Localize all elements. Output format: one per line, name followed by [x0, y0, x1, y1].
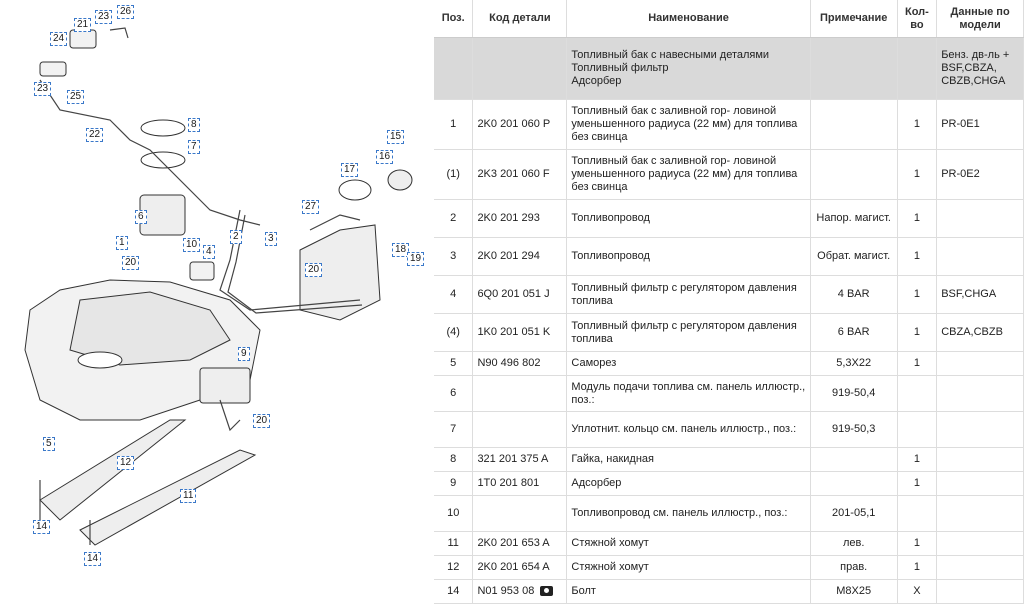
callout-4[interactable]: 4: [203, 245, 215, 259]
cell-qty: [897, 496, 937, 532]
callout-10[interactable]: 10: [183, 238, 200, 252]
header-model: Данные по модели: [937, 0, 1024, 38]
cell-note: [810, 100, 897, 150]
table-row[interactable]: [434, 532, 1024, 556]
cell-qty: 1: [897, 276, 937, 314]
cell-pos: 12: [434, 556, 473, 580]
cell-model: [937, 532, 1024, 556]
table-row[interactable]: [434, 556, 1024, 580]
cell-code[interactable]: 2K0 201 653 A: [473, 532, 567, 556]
camera-icon[interactable]: [540, 586, 553, 596]
cell-code[interactable]: 321 201 375 A: [473, 448, 567, 472]
cell-pos: 2: [434, 200, 473, 238]
cell-model: [937, 580, 1024, 604]
cell-qty: 1: [897, 448, 937, 472]
callout-3[interactable]: 3: [265, 232, 277, 246]
cell-qty: 1: [897, 352, 937, 376]
table-row[interactable]: [434, 238, 1024, 276]
cell-note: лев.: [810, 532, 897, 556]
table-row[interactable]: [434, 580, 1024, 604]
cell-name: Стяжной хомут: [567, 532, 810, 556]
cell-name: Топливный фильтр с регулятором давления топлива: [567, 314, 810, 352]
cell-pos: 14: [434, 580, 473, 604]
header-pos: Поз.: [434, 0, 473, 38]
cell-note: 4 BAR: [810, 276, 897, 314]
callout-5[interactable]: 5: [43, 437, 55, 451]
callout-27[interactable]: 27: [302, 200, 319, 214]
cell-note: Обрат. магист.: [810, 238, 897, 276]
callout-20c[interactable]: 20: [253, 414, 270, 428]
cell-model: [937, 238, 1024, 276]
cell-model: [937, 200, 1024, 238]
cell-qty: 1: [897, 100, 937, 150]
cell-code[interactable]: 2K0 201 294: [473, 238, 567, 276]
callout-12[interactable]: 12: [117, 456, 134, 470]
cell-model: [937, 448, 1024, 472]
group-name: [567, 38, 810, 100]
cell-code[interactable]: [473, 376, 567, 412]
cell-name: Стяжной хомут: [567, 556, 810, 580]
cell-model: [937, 376, 1024, 412]
cell-pos: 5: [434, 352, 473, 376]
cell-code[interactable]: 1T0 201 801: [473, 472, 567, 496]
cell-pos: 6: [434, 376, 473, 412]
cell-name: Топливопровод: [567, 200, 810, 238]
cell-pos: (4): [434, 314, 473, 352]
cell-pos: 7: [434, 412, 473, 448]
parts-table-container: [434, 0, 1024, 611]
table-row[interactable]: [434, 496, 1024, 532]
parts-table: [434, 0, 1024, 604]
group-row: [434, 38, 1024, 100]
cell-pos: 1: [434, 100, 473, 150]
cell-name: Топливный фильтр с регулятором давления топлива: [567, 276, 810, 314]
cell-code[interactable]: 2K0 201 293: [473, 200, 567, 238]
callout-19[interactable]: 19: [407, 252, 424, 266]
callout-20[interactable]: 20: [122, 256, 139, 270]
parts-diagram: [0, 0, 432, 611]
cell-qty: 1: [897, 472, 937, 496]
cell-name: Адсорбер: [567, 472, 810, 496]
cell-pos: 3: [434, 238, 473, 276]
callout-16[interactable]: 16: [376, 150, 393, 164]
cell-name: Гайка, накидная: [567, 448, 810, 472]
group-name-line: Топливный фильтр: [571, 62, 669, 74]
cell-code[interactable]: N90 496 802: [473, 352, 567, 376]
cell-pos: 8: [434, 448, 473, 472]
cell-code[interactable]: 2K3 201 060 F: [473, 150, 567, 200]
group-model: Бенз. дв-ль + BSF,CBZA, CBZB,CHGA: [937, 38, 1024, 100]
cell-pos: (1): [434, 150, 473, 200]
cell-note: M8X25: [810, 580, 897, 604]
cell-model: PR-0E1: [937, 100, 1024, 150]
cell-qty: 1: [897, 532, 937, 556]
group-note: [810, 38, 897, 100]
callout-9[interactable]: 9: [238, 347, 250, 361]
callout-24[interactable]: 24: [50, 32, 67, 46]
header-qty: Кол-во: [897, 0, 937, 38]
cell-qty: [897, 376, 937, 412]
callout-14b[interactable]: 14: [84, 552, 101, 566]
cell-model: PR-0E2: [937, 150, 1024, 200]
cell-qty: 1: [897, 238, 937, 276]
cell-pos: 10: [434, 496, 473, 532]
group-code: [473, 38, 567, 100]
cell-pos: 4: [434, 276, 473, 314]
group-pos: [434, 38, 473, 100]
callout-17[interactable]: 17: [341, 163, 358, 177]
cell-code[interactable]: 2K0 201 654 A: [473, 556, 567, 580]
fuel-tank-illustration: [0, 0, 432, 611]
cell-model: [937, 352, 1024, 376]
cell-note: Напор. магист.: [810, 200, 897, 238]
cell-model: [937, 556, 1024, 580]
cell-name: Топливопровод см. панель иллюстр., поз.:: [567, 496, 810, 532]
callout-18[interactable]: 18: [392, 243, 409, 257]
cell-qty: 1: [897, 314, 937, 352]
cell-code[interactable]: [473, 496, 567, 532]
table-row[interactable]: [434, 276, 1024, 314]
header-note: Примечание: [810, 0, 897, 38]
cell-name: Уплотнит. кольцо см. панель иллюстр., поз.:: [567, 412, 810, 448]
callout-21[interactable]: 21: [74, 18, 91, 32]
table-row[interactable]: [434, 472, 1024, 496]
callout-2[interactable]: 2: [230, 230, 242, 244]
table-row[interactable]: [434, 100, 1024, 150]
cell-model: [937, 472, 1024, 496]
callout-14[interactable]: 14: [33, 520, 50, 534]
cell-name: Саморез: [567, 352, 810, 376]
cell-note: [810, 472, 897, 496]
cell-model: [937, 412, 1024, 448]
callout-7[interactable]: 7: [188, 140, 200, 154]
cell-note: 919-50,3: [810, 412, 897, 448]
header-code: Код детали: [473, 0, 567, 38]
cell-model: CBZA,CBZB: [937, 314, 1024, 352]
group-qty: [897, 38, 937, 100]
callout-8[interactable]: 8: [188, 118, 200, 132]
cell-code[interactable]: 2K0 201 060 P: [473, 100, 567, 150]
cell-name: Топливный бак с заливной гор- ловиной уменьшенного радиуса (22 мм) для топлива без свинца: [567, 100, 810, 150]
cell-qty: 1: [897, 200, 937, 238]
cell-qty: [897, 412, 937, 448]
cell-qty: 1: [897, 150, 937, 200]
table-row[interactable]: [434, 200, 1024, 238]
group-name-line: Топливный бак с навесными деталями: [571, 49, 770, 61]
cell-code[interactable]: N01 953 08: [473, 580, 567, 604]
cell-name: Топливопровод: [567, 238, 810, 276]
table-row[interactable]: [434, 448, 1024, 472]
callout-25[interactable]: 25: [67, 90, 84, 104]
table-row[interactable]: [434, 314, 1024, 352]
table-row[interactable]: [434, 412, 1024, 448]
cell-qty: X: [897, 580, 937, 604]
table-header-row: [434, 0, 1024, 38]
table-row[interactable]: [434, 352, 1024, 376]
cell-name: Болт: [567, 580, 810, 604]
cell-code[interactable]: 1K0 201 051 K: [473, 314, 567, 352]
callout-23b[interactable]: 23: [34, 82, 51, 96]
cell-name: Модуль подачи топлива см. панель иллюстр., поз.:: [567, 376, 810, 412]
cell-note: 6 BAR: [810, 314, 897, 352]
callout-11[interactable]: 11: [180, 489, 196, 503]
callout-26[interactable]: 26: [117, 5, 134, 19]
cell-model: BSF,CHGA: [937, 276, 1024, 314]
table-row[interactable]: [434, 150, 1024, 200]
table-row[interactable]: [434, 376, 1024, 412]
cell-code[interactable]: [473, 412, 567, 448]
callout-15[interactable]: 15: [387, 130, 404, 144]
cell-pos: 9: [434, 472, 473, 496]
callout-1[interactable]: 1: [116, 236, 128, 250]
callout-22[interactable]: 22: [86, 128, 103, 142]
cell-pos: 11: [434, 532, 473, 556]
cell-note: 5,3X22: [810, 352, 897, 376]
cell-note: 919-50,4: [810, 376, 897, 412]
cell-name: Топливный бак с заливной гор- ловиной уменьшенного радиуса (22 мм) для топлива без свинца: [567, 150, 810, 200]
cell-note: [810, 448, 897, 472]
callout-20b[interactable]: 20: [305, 263, 322, 277]
cell-model: [937, 496, 1024, 532]
cell-note: [810, 150, 897, 200]
callout-23[interactable]: 23: [95, 10, 112, 24]
cell-note: 201-05,1: [810, 496, 897, 532]
callout-6[interactable]: 6: [135, 210, 147, 224]
header-name: Наименование: [567, 0, 810, 38]
cell-note: прав.: [810, 556, 897, 580]
cell-code[interactable]: 6Q0 201 051 J: [473, 276, 567, 314]
group-name-line: Адсорбер: [571, 75, 622, 87]
cell-qty: 1: [897, 556, 937, 580]
